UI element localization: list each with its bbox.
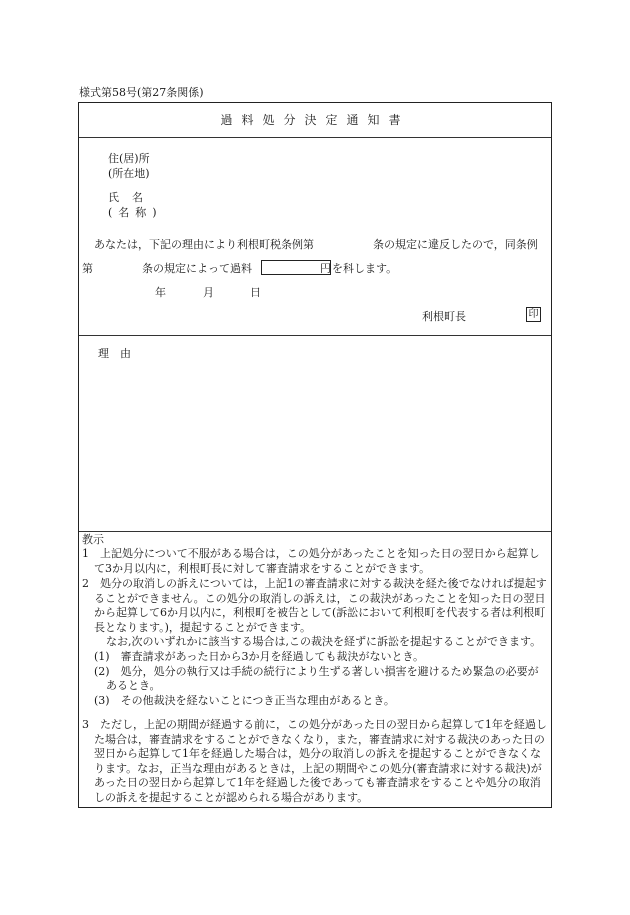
seal-mark: 印	[526, 307, 541, 322]
name-label: 氏名	[108, 191, 156, 204]
instruction-item-3: 3 ただし，上記の期間が経過する前に，この処分があった日の翌日から起算して1年を経過した場合は，審査請求をすることができなくなり，また，審査請求に対する裁決のあった日の翌日から起算して1年を経過した場合は，処分の取消しの訴えを提起することができなくなります。なお，正当な理由があるときは，上記の期間やこの処分(審査請求に対する裁決)があった日の翌日から起算して1年を経過した後であっても審査請求をすることや処分の取消しの訴えを提起することが認められる場合があります。	[82, 718, 547, 804]
name-alt-label: (名称)	[108, 206, 163, 219]
date-day: 日	[250, 286, 261, 299]
yen-unit: 円	[320, 262, 331, 275]
instruction-item-2-note: なお,次のいずれかに該当する場合は,この裁決を経ずに訴訟を提起することができます。	[106, 635, 542, 649]
instruction-section	[79, 531, 551, 807]
form-code: 様式第58号(第27条関係)	[79, 86, 204, 99]
reason-section	[79, 335, 551, 532]
notice-section	[79, 137, 551, 336]
body-line2-end: を科します。	[332, 262, 398, 275]
title-band	[79, 103, 551, 138]
body-line2-article: 第	[82, 262, 93, 275]
reason-label: 理由	[98, 347, 142, 360]
instruction-sub-1: (1) 審査請求があった日から3か月を経過しても裁決がないとき。	[94, 649, 425, 663]
document-title: 過料処分決定通知書	[220, 113, 410, 127]
instruction-item-1: 1 上記処分について不服がある場合は，この処分があったことを知った日の翌日から起算して3か月以内に，利根町長に対して審査請求をすることができます。	[82, 547, 540, 575]
instruction-sub-2: (2) 処分，処分の執行又は手続の続行により生ずる著しい損害を避けるため緊急の必要があるとき。	[94, 664, 539, 693]
body-line1-start: あなたは，下記の理由により利根町税条例第	[94, 238, 314, 251]
body-line2-fine: 条の規定によって過料	[142, 262, 252, 275]
location-label: (所在地)	[108, 167, 150, 180]
date-year: 年	[155, 286, 166, 299]
instruction-item-2: 2 処分の取消しの訴えについては，上記1の審査請求に対する裁決を経た後でなければ提起することができません。この処分の取消しの訴えは，この裁決があったことを知った日の翌日から起算して6か月以内に，利根町を被告として(訴訟において利根町を代表する者は利根町長となります。)，提起することができます。	[82, 577, 547, 634]
instruction-item-2-block	[82, 577, 547, 708]
instruction-title: 教示	[82, 533, 104, 546]
instruction-sub-3: (3) その他裁決を経ないことにつき正当な理由があるとき。	[94, 693, 395, 707]
issuer-name: 利根町長	[422, 310, 466, 323]
body-line1-end: 条の規定に違反したので，同条例	[373, 238, 538, 251]
date-month: 月	[203, 286, 214, 299]
address-label: 住(居)所	[108, 152, 150, 165]
notice-form	[78, 102, 552, 808]
